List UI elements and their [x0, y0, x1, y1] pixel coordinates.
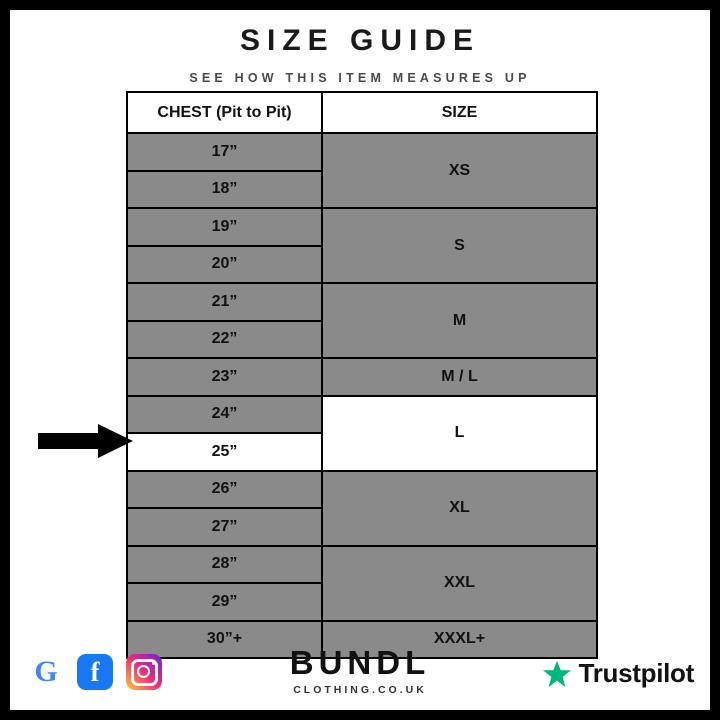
size-cell: XL [322, 471, 597, 546]
table-row [127, 396, 597, 434]
size-cell: XXXL+ [322, 621, 597, 659]
table-row [127, 546, 597, 584]
page-title: SIZE GUIDE [239, 24, 481, 57]
brand-name: BUNDL [289, 644, 431, 681]
size-cell: XXL [322, 546, 597, 621]
size-cell-selected: L [322, 396, 597, 471]
size-table-container [126, 91, 594, 659]
star-icon [542, 659, 572, 689]
size-table [126, 91, 598, 659]
facebook-letter: f [90, 656, 100, 687]
size-cell: M [322, 283, 597, 358]
chest-cell: 18” [127, 171, 322, 209]
selected-size-arrow-icon [38, 424, 134, 458]
trustpilot-badge[interactable] [542, 658, 694, 689]
table-row [127, 283, 597, 321]
column-header-size: SIZE [322, 92, 597, 133]
chest-cell: 22” [127, 321, 322, 359]
brand-domain: CLOTHING.CO.UK [293, 684, 427, 696]
chest-cell-selected: 25” [127, 433, 322, 471]
chest-cell: 28” [127, 546, 322, 584]
chest-cell: 29” [127, 583, 322, 621]
size-guide-card [10, 10, 710, 710]
chest-cell: 27” [127, 508, 322, 546]
table-header-row [127, 92, 597, 133]
table-row [127, 133, 597, 171]
table-row [127, 208, 597, 246]
size-cell: S [322, 208, 597, 283]
table-row [127, 471, 597, 509]
chest-cell: 20” [127, 246, 322, 284]
chest-cell: 24” [127, 396, 322, 434]
trustpilot-label: Trustpilot [578, 658, 694, 688]
chest-cell: 23” [127, 358, 322, 396]
size-cell: XS [322, 133, 597, 208]
footer [10, 636, 710, 710]
chest-cell: 19” [127, 208, 322, 246]
google-letter: G [34, 655, 58, 688]
page-subtitle: SEE HOW THIS ITEM MEASURES UP [189, 71, 531, 85]
chest-cell: 30”+ [127, 621, 322, 659]
table-row [127, 358, 597, 396]
size-cell: M / L [322, 358, 597, 396]
column-header-chest: CHEST (Pit to Pit) [127, 92, 322, 133]
chest-cell: 21” [127, 283, 322, 321]
chest-cell: 17” [127, 133, 322, 171]
chest-cell: 26” [127, 471, 322, 509]
